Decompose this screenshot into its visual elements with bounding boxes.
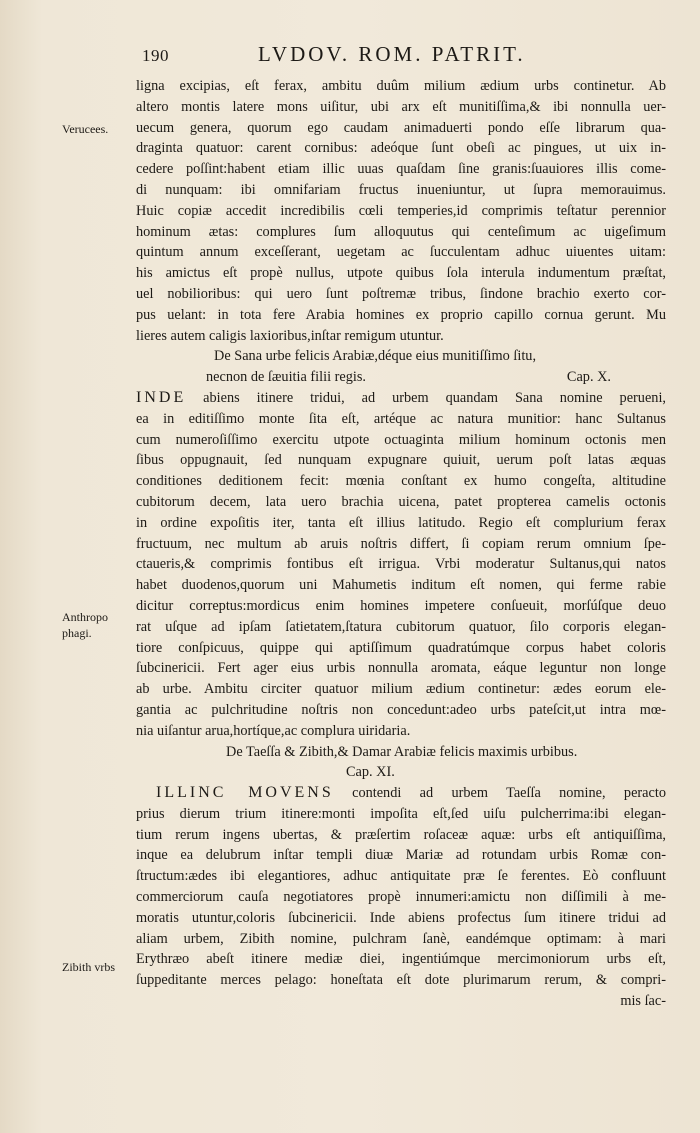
text-line: inque ea delubrum inſtar templi diuæ Mariæ ad rotundam urbis Romæ con-: [136, 847, 666, 864]
text-line: draginta quatuor: carent cornibus: adeóque ſunt obeſi ac pingues, ut uix in-: [136, 140, 666, 157]
text-line: his amictus eſt propè nullus, utpote quibus ſola interula indumentum præſtat,: [136, 265, 666, 282]
initial-word: INDE: [136, 388, 187, 406]
text-line: dicitur correptus:mordicus enim homines impetere conſueuit, morſúſque deuo: [136, 597, 666, 614]
heading-line: De Taeſſa & Zibith,& Damar Arabiæ felicis maximis urbibus.: [226, 743, 578, 760]
text-line: gantia ac pulchritudine noſtris non concedunt:adeo urbs pateſcit,ut intra mœ-: [136, 701, 666, 718]
text-line: uecum genera, quorum ego caudam animaduerti pondo eſſe librarum qua-: [136, 119, 666, 136]
text-line: prius dierum trium itinere:monti impoſita eſt,ſed uiſu pulcherrima:ibi elegan-: [136, 805, 666, 822]
text-line-with-initial: [136, 388, 666, 409]
text-line: ab urbe. Ambitu circiter quatuor milium ædium continetur: ædes eorum ele-: [136, 681, 666, 698]
text-line: ſubcinericii. Fert ager eius urbis nonnulla aromata, eáque leguntur non longe: [136, 660, 666, 677]
text-line: ſibus oppugnauit, ſed nunquam expugnare quiuit, uerum poſt latas æquas: [136, 452, 666, 469]
text-body: [136, 76, 666, 1012]
text-line: fructuum, nec multum ab aruis noſtris differt, ſi copiam rerum omnium ſpe-: [136, 535, 666, 552]
text-line: in ordine expoſitis iter, tanta eſt illius latitudo. Regio eſt complurium ferax: [136, 514, 666, 531]
text-line: uel nobilioribus: qui uero ſunt poſtremæ tribus, ſindone brachio exerto cor-: [136, 285, 666, 302]
paragraph: [136, 388, 666, 742]
paragraph: [136, 76, 666, 346]
text-line: Erythræo abeſt itinere mediæ diei, ingentiúmque mercimoniorum urbs eſt,: [136, 951, 666, 968]
text-line: cubitorum decem, lata uero brachia uicena, patet propterea camelis octonis: [136, 493, 666, 510]
margin-note-verucees: Verucees.: [62, 122, 109, 136]
text-line: cum numeroſiſſimo exercitu utpote octuaginta milium hominum octonis men: [136, 431, 666, 448]
text-line: ligna excipias, eſt ferax, ambitu duûm milium ædium urbs continetur. Ab: [136, 78, 666, 94]
text-line: ſtructum:ædes ibi elegantiores, adhuc antiquitate præ ſe ferentes. Eò confluunt: [136, 868, 666, 885]
heading-line-with-cap: [136, 367, 666, 388]
text-line: conditiones deditionem fecit: mœnia conſtant ex humo congeſta, altitudine: [136, 473, 666, 490]
paragraph: [136, 783, 666, 1012]
margin-note-anthropophagi-1: Anthropo: [62, 610, 108, 624]
heading-line-text: necnon de ſæuitia filii regis.: [206, 369, 367, 386]
text-line: ctaueris,& comprimis fontibus eſt irrigua. Vrbi moderatur Sultanus,qui natos: [136, 556, 666, 573]
text-line-with-initial: [136, 783, 666, 804]
text-line: cedere poſſint:habent etiam illic uuas quaſdam ſine granis:ſuauiores illis come-: [136, 161, 666, 178]
chapter-number: Cap. XI.: [346, 764, 395, 781]
chapter-heading: [136, 346, 666, 388]
text-line: tium rerum ingens ubertas, & præſertim roſaceæ aquæ: urbs eſt antiquiſſima,: [136, 826, 666, 843]
running-title: LVDOV. ROM. PATRIT.: [258, 42, 526, 66]
page-number: 190: [142, 46, 169, 65]
text-line: quintum annum exceſſerant, uegetam ac ſucculentam adhuc uiuentes uitam:: [136, 244, 666, 261]
text-line: ea in editiſſimo monte ſita eſt, artéque ac natura munitior: hanc Sultanus: [136, 410, 666, 427]
catchword: mis ſac-: [620, 993, 666, 1010]
text-line: di nunquam: ibi omnifariam fructus inueniuntur, ut ſupra memorauimus.: [136, 181, 666, 198]
margin-note-anthropophagi-2: phagi.: [62, 626, 92, 640]
text-line: Huic copiæ accedit incredibilis cœli temperies,id comprimis teſtatur perennior: [136, 202, 666, 219]
margin-note-zibith: Zibith vrbs: [62, 960, 115, 974]
initial-words: ILLINC MOVENS: [156, 784, 334, 802]
text-line-rest: abiens itinere tridui, ad urbem quandam Sana nomine perueni,: [186, 389, 666, 406]
page-header: [140, 42, 660, 72]
chapter-heading: [136, 742, 666, 784]
text-line: habet duodenos,quorum uni Mahumetis inditum eſt nomen, qui ferme rabie: [136, 577, 666, 594]
text-line-rest: contendi ad urbem Taeſſa nomine, peracto: [333, 785, 666, 802]
text-line: aliam urbem, Zibith nomine, pulchram ſanè, eandémque optimam: à mari: [136, 930, 666, 947]
text-line: ſuppeditante merces pelago: honeſtata eſt dote plurimarum rerum, & compri-: [136, 972, 666, 989]
text-line: lieres autem caligis laxioribus,inſtar remigum utuntur.: [136, 327, 444, 344]
text-line: rat uſque ad ipſam ſatietatem,ſtatura cubitorum quatuor, ſilo corporis elegan-: [136, 618, 666, 635]
text-line: nia uiſantur arua,hortíque,ac complura uiridaria.: [136, 722, 411, 739]
text-line: altero montis latere mons uiſitur, ubi arx eſt munitiſſima,& ibi nonnulla uer-: [136, 98, 666, 115]
text-line: moratis utuntur,coloris ſubcinericii. Inde abiens profectus ſum itinere tridui ad: [136, 909, 666, 926]
text-line: tiore conſpicuus, quippe qui aptiſſimum quadratúmque corpus habet coloris: [136, 639, 666, 656]
text-line: pus uelant: in tota fere Arabia homines ex proprio capillo cornua gerunt. Mu: [136, 306, 666, 323]
heading-line: De Sana urbe felicis Arabiæ,déque eius munitiſſimo ſitu,: [214, 348, 537, 365]
text-line: hominum ætas: complures ſum alloquutus qui centeſimum ac uigeſimum: [136, 223, 666, 240]
chapter-number: Cap. X.: [566, 369, 611, 386]
text-line: commerciorum cauſa negotiatores propè innumeri:amictu non diſſimili à me-: [136, 889, 666, 906]
